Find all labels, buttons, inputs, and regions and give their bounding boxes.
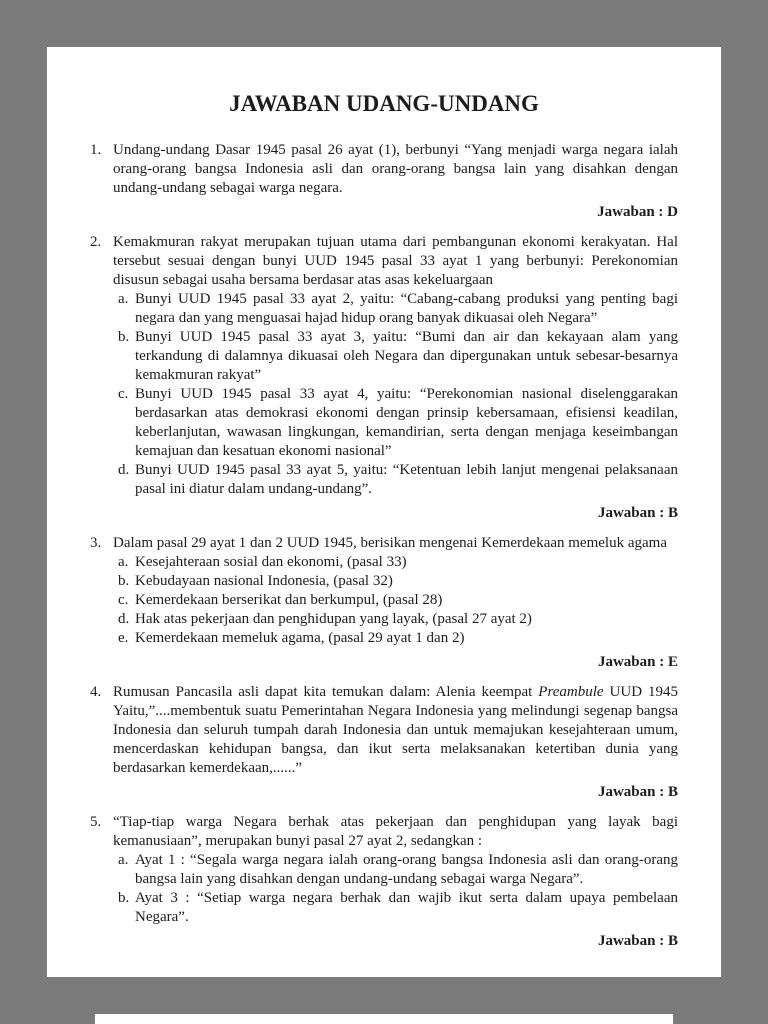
question-text-part: Rumusan Pancasila asli dapat kita temukan dalam: Alenia keempat <box>113 684 539 700</box>
answer-label: Jawaban : D <box>597 204 678 220</box>
option-item <box>113 572 678 591</box>
option-text: Kebudayaan nasional Indonesia, (pasal 32) <box>135 573 393 589</box>
option-letter: a. <box>118 554 129 570</box>
option-item <box>113 591 678 610</box>
option-text: Bunyi UUD 1945 pasal 33 ayat 5, yaitu: “Ketentuan lebih lanjut mengenai pelaksanaan pasal ini diatur dalam undang-undang”. <box>135 462 678 497</box>
option-text: Ayat 1 : “Segala warga negara ialah orang-orang bangsa Indonesia asli dan orang-orang bangsa lain yang disahkan dengan undang-undang sebagai warga Negara”. <box>135 852 678 887</box>
page-title: JAWABAN UDANG-UNDANG <box>229 91 539 116</box>
option-item <box>113 889 678 927</box>
option-item <box>113 385 678 461</box>
option-letter: d. <box>118 462 130 478</box>
question-3 <box>90 534 678 648</box>
option-letter: b. <box>118 329 130 345</box>
question-text-italic: Preambule <box>538 684 604 700</box>
answer-label: Jawaban : E <box>597 654 678 670</box>
next-page-peek <box>95 1014 673 1024</box>
question-number: 3. <box>90 535 102 551</box>
question-text: Kemakmuran rakyat merupakan tujuan utama dari pembangunan ekonomi kerakyatan. Hal tersebut sesuai dengan bunyi UUD 1945 pasal 33 ayat 1 yang berbunyi: Perekonomian disusun sebagai usaha bersama berdasar atas asas kekeluargaan <box>113 234 678 288</box>
option-letter: b. <box>118 573 130 589</box>
option-text: Kemerdekaan memeluk agama, (pasal 29 ayat 1 dan 2) <box>135 630 465 646</box>
option-letter: a. <box>118 291 129 307</box>
question-4 <box>90 683 678 778</box>
option-item <box>113 461 678 499</box>
question-block-3 <box>90 534 678 672</box>
option-letter: e. <box>118 630 129 646</box>
question-2 <box>90 233 678 499</box>
question-text: Dalam pasal 29 ayat 1 dan 2 UUD 1945, berisikan mengenai Kemerdekaan memeluk agama <box>113 535 667 551</box>
question-text-part: UUD 1945 Yaitu,”....membentuk suatu Pemerintahan Negara Indonesia yang melindungi segenap bangsa Indonesia dan seluruh tumpah darah Indonesia dan untuk memajukan kesejahteraan umum, mencerdaskan kehidupan bangsa, dan ikut serta melaksanakan ketertiban dunia yang berdasarkan kemerdekaan,......” <box>113 684 679 776</box>
option-text: Bunyi UUD 1945 pasal 33 ayat 2, yaitu: “Cabang-cabang produksi yang penting bagi negara dan yang menguasai hajad hidup orang banyak dikuasai oleh Negara” <box>135 291 678 326</box>
question-text: Undang-undang Dasar 1945 pasal 26 ayat (1), berbunyi “Yang menjadi warga negara ialah orang-orang bangsa Indonesia asli dan orang-orang bangsa lain yang disahkan dengan undang-undang sebagai warga negara. <box>113 142 678 196</box>
option-letter: a. <box>118 852 129 868</box>
question-text <box>113 683 678 778</box>
question-1 <box>90 141 678 198</box>
question-number: 1. <box>90 142 102 158</box>
option-letter: d. <box>118 611 130 627</box>
option-text: Kemerdekaan berserikat dan berkumpul, (pasal 28) <box>135 592 443 608</box>
option-item <box>113 610 678 629</box>
option-item <box>113 328 678 385</box>
option-item <box>113 629 678 648</box>
question-block-4 <box>90 683 678 802</box>
question-block-5 <box>90 813 678 951</box>
document-page <box>47 47 721 977</box>
answer-label: Jawaban : B <box>597 505 678 521</box>
question-text: “Tiap-tiap warga Negara berhak atas pekerjaan dan penghidupan yang layak bagi kemanusiaan”, merupakan bunyi pasal 27 ayat 2, sedangkan : <box>113 814 678 849</box>
option-letter: c. <box>118 386 129 402</box>
question-5 <box>90 813 678 927</box>
option-text: Bunyi UUD 1945 pasal 33 ayat 4, yaitu: “Perekonomian nasional diselenggarakan berdasarkan atas demokrasi ekonomi dengan prinsip kebersamaan, efisiensi keadilan, keberlanjutan, wawasan lingkungan, kemandirian, serta dengan menjaga keseimbangan kemajuan dan kesatuan ekonomi nasional” <box>135 386 678 459</box>
question-number: 5. <box>90 814 102 830</box>
option-text: Ayat 3 : “Setiap warga negara berhak dan wajib ikut serta dalam upaya pembelaan Negara”. <box>135 890 678 925</box>
option-letter: c. <box>118 592 129 608</box>
option-text: Kesejahteraan sosial dan ekonomi, (pasal 33) <box>135 554 407 570</box>
option-text: Hak atas pekerjaan dan penghidupan yang layak, (pasal 27 ayat 2) <box>135 611 532 627</box>
question-block-2 <box>90 233 678 523</box>
option-text: Bunyi UUD 1945 pasal 33 ayat 3, yaitu: “Bumi dan air dan kekayaan alam yang terkandung di dalamnya dikuasai oleh Negara dan dipergunakan untuk sebesar-besarnya kemakmuran rakyat” <box>135 329 678 383</box>
answer-label: Jawaban : B <box>597 933 678 949</box>
option-item <box>113 851 678 889</box>
question-number: 2. <box>90 234 102 250</box>
option-item <box>113 553 678 572</box>
question-number: 4. <box>90 684 102 700</box>
option-letter: b. <box>118 890 130 906</box>
question-block-1 <box>90 141 678 222</box>
option-item <box>113 290 678 328</box>
answer-label: Jawaban : B <box>597 784 678 800</box>
